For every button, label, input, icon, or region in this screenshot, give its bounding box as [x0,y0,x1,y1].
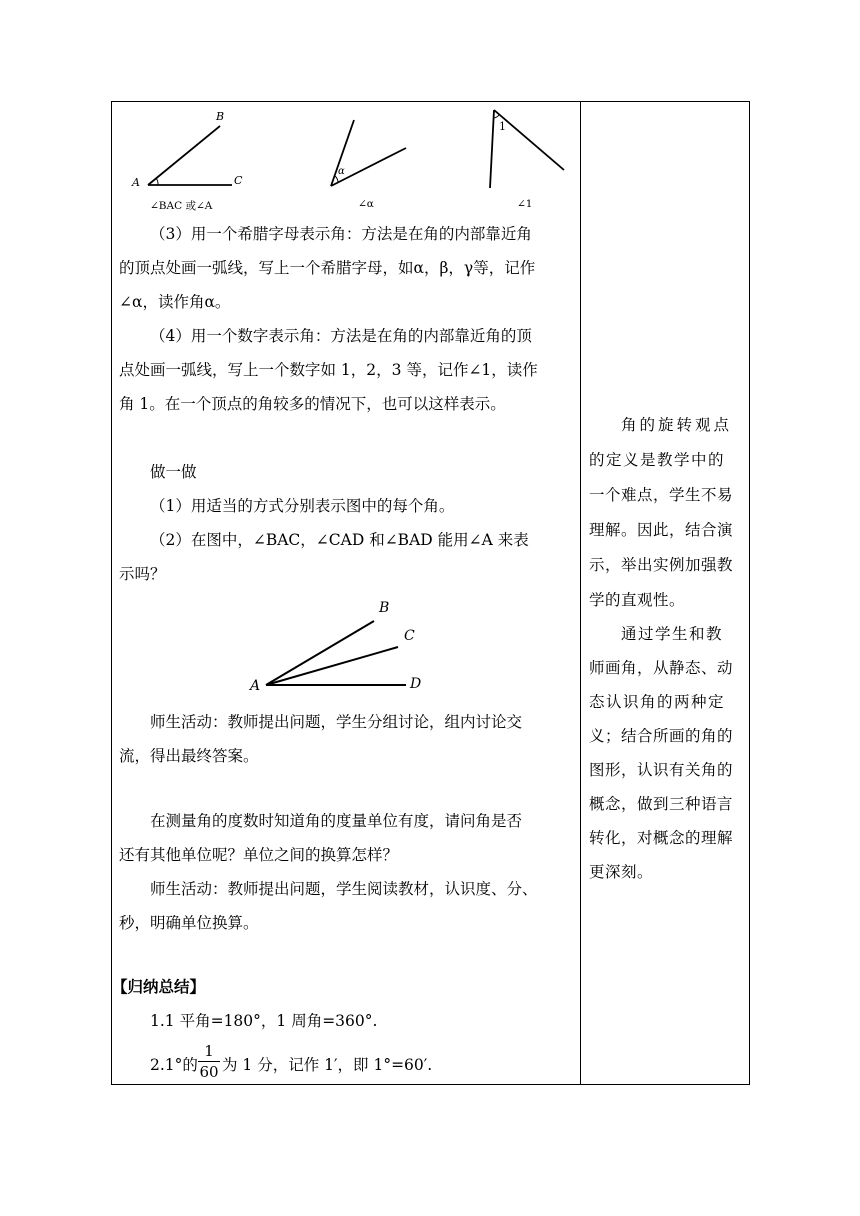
table-border-top [111,101,750,102]
fig4-label-a: A [250,678,261,694]
para4-line2: 点处画一弧线，写上一个数字如 1，2，3 等，记作∠1，读作 [119,361,538,379]
figure-angle-bac [120,108,260,208]
side-note2-line7: 转化，对概念的理解 [589,829,734,847]
side-note2-line1: 通过学生和教 [621,625,724,643]
para3-line1: （3）用一个希腊字母表示角：方法是在角的内部靠近角 [150,225,532,243]
summary-heading: 【归纳总结】 [112,978,206,996]
figure-angles-bad [250,600,430,700]
fig4-label-b: B [379,600,390,616]
summary-line1: 1.1 平角=180°，1 周角=360°. [150,1012,378,1030]
side-note2-line3: 态认识角的两种定 [589,693,726,711]
para4-line1: （4）用一个数字表示角：方法是在角的内部靠近角的顶 [150,327,532,345]
unit-question-line1: 在测量角的度数时知道角的度量单位有度，请问角是否 [150,812,523,830]
side-note1-line2: 的定义是教学中的 [589,451,726,469]
unit-question-line2: 还有其他单位呢？单位之间的换算怎样？ [119,846,399,864]
figure-angle-1 [484,104,574,194]
fig4-label-d: D [410,676,422,692]
side-note1-line1: 角的旋转观点 [621,416,733,434]
fig4-label-c: C [404,628,415,644]
side-note2-line5: 图形，认识有关角的 [589,761,734,779]
side-note1-line6: 学的直观性。 [589,591,686,609]
side-note2-line4: 义；结合所画的角的 [589,727,734,745]
summary-line2-prefix: 2.1°的 [150,1056,198,1074]
table-border-bottom [111,1084,750,1085]
table-border-right [749,101,750,1085]
side-note2-line2: 师画角，从静态、动 [589,659,734,677]
table-border-divider [580,101,581,1085]
activity2-line1: 师生活动：教师提出问题，学生阅读教材，认识度、分、 [150,880,538,898]
side-note2-line8: 更深刻。 [589,863,654,881]
side-note1-line3: 一个难点，学生不易 [589,486,734,504]
fig3-caption: ∠1 [517,198,533,210]
try-question-1: （1）用适当的方式分别表示图中的每个角。 [150,497,455,515]
para3-line3: ∠α，读作角α。 [119,293,231,311]
fig2-label-alpha: α [338,166,345,177]
table-border-left [111,101,112,1085]
fraction-bar [198,1061,220,1062]
fig3-label-1: 1 [499,120,506,133]
fraction-denominator: 60 [199,1063,219,1081]
fig2-caption: ∠α [358,198,374,210]
side-note1-line5: 示，举出实例加强教 [589,556,734,574]
para3-line2: 的顶点处画一弧线，写上一个希腊字母，如α，β，γ等，记作 [119,259,536,277]
activity2-line2: 秒，明确单位换算。 [119,914,259,932]
para4-line3: 角 1。在一个顶点的角较多的情况下，也可以这样表示。 [119,395,506,413]
fraction-numerator: 1 [204,1042,214,1060]
side-note1-line4: 理解。因此，结合演 [589,521,734,539]
activity1-line1: 师生活动：教师提出问题，学生分组讨论，组内讨论交 [150,713,523,731]
fig1-label-c: C [234,174,243,187]
summary-line2-suffix: 为 1 分，记作 1′，即 1°=60′. [222,1056,433,1074]
fig1-label-b: B [216,110,225,123]
try-title: 做一做 [150,463,197,481]
figure-angle-alpha [320,110,420,200]
side-note2-line6: 概念，做到三种语言 [589,795,734,813]
activity1-line2: 流，得出最终答案。 [119,747,259,765]
fig1-label-a: A [132,176,140,189]
fig1-caption: ∠BAC 或∠A [150,200,213,212]
try-question-2-line2: 示吗？ [119,565,166,583]
try-question-2-line1: （2）在图中，∠BAC，∠CAD 和∠BAD 能用∠A 来表 [150,531,529,549]
